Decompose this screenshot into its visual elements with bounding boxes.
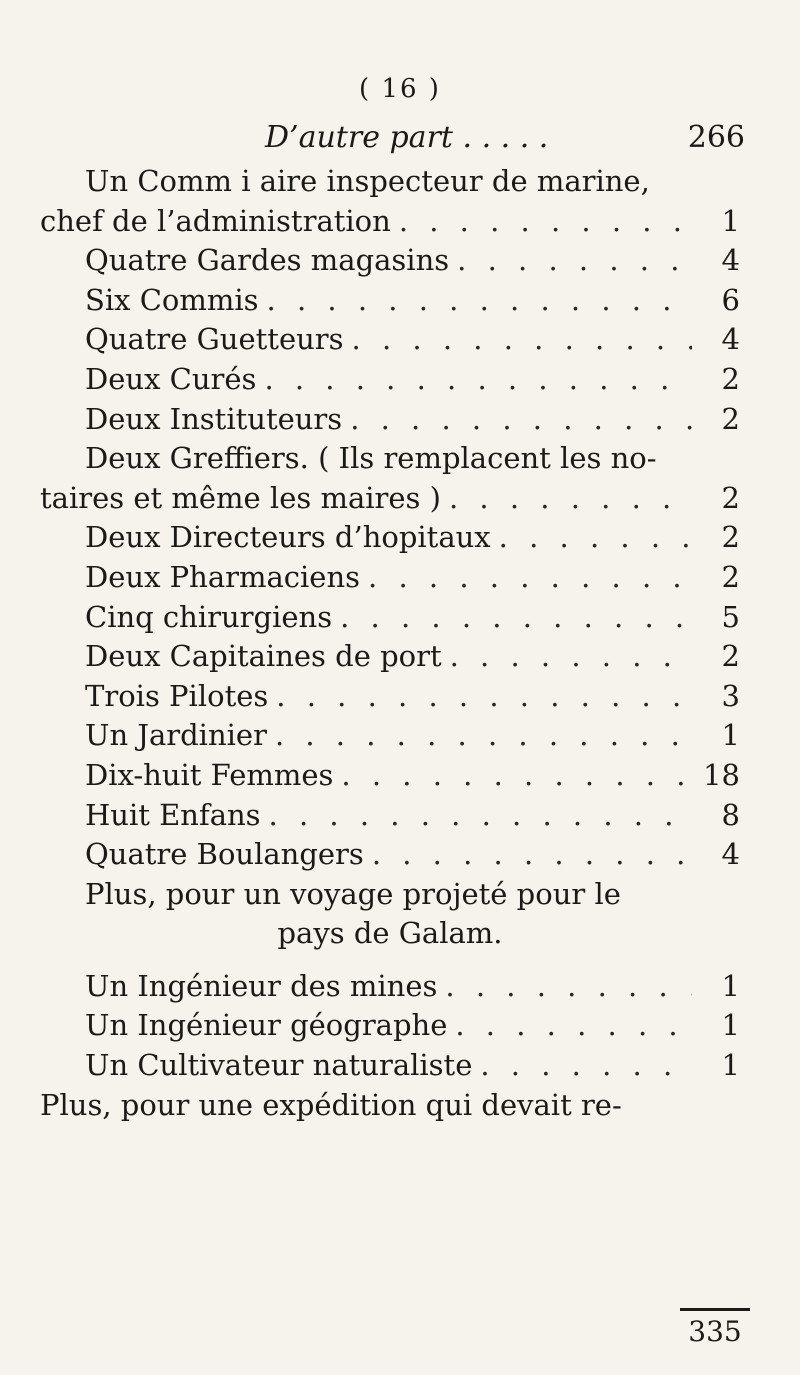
count-value: 1 [721,203,740,238]
list-item: chef de l’administration . . . 1 [40,202,740,242]
count-value: 5 [721,599,740,634]
count-value: 1 [721,968,740,1003]
list-item: Deux Curés . . . 2 [40,360,740,400]
count-value: 1 [721,718,740,753]
carryover-value: 266 [687,120,745,155]
list-item: Un Comm i aire inspecteur de marine, [85,164,650,198]
list-item: taires et même les maires ) . . . 2 [40,479,740,519]
list-item: Deux Capitaines de port . . . 2 [40,637,740,677]
section-note: Plus, pour une expédition qui devait re- [40,1087,622,1122]
list-item: Deux Instituteurs . . . 2 [40,400,740,440]
section-note: Plus, pour un voyage projeté pour le [85,876,621,911]
count-value: 1 [721,1008,740,1043]
list-item: Six Commis . . . 6 [40,281,740,321]
count-value: 2 [721,559,740,594]
count-value: 6 [721,282,740,317]
section-note: pays de Galam. [277,916,503,951]
personnel-list [40,162,740,1125]
list-item: Trois Pilotes . . . 3 [40,677,740,717]
list-item: Un Ingénieur des mines . . . 1 [40,967,740,1007]
list-item: Deux Directeurs d’hopitaux . . . 2 [40,518,740,558]
count-value: 3 [721,678,740,713]
count-value: 2 [721,480,740,515]
list-item: Huit Enfans . . . 8 [40,796,740,836]
list-item: Quatre Boulangers . . . 4 [40,835,740,875]
list-item: Un Cultivateur naturaliste . . . 1 [40,1046,740,1086]
carryover-line [265,120,745,155]
running-total: 335 [680,1308,750,1348]
count-value: 18 [703,757,740,792]
list-item: Deux Pharmaciens . . . 2 [40,558,740,598]
list-item: Dix-huit Femmes . . . 18 [40,756,740,796]
count-value: 4 [721,243,740,278]
page-number: ( 16 ) [359,74,441,104]
list-item: Un Jardinier . . . 1 [40,716,740,756]
count-value: 4 [721,322,740,357]
carryover-label: D’autre part . . . . . [265,120,549,155]
list-item: Deux Greffiers. ( Ils remplacent les no- [85,441,657,476]
count-value: 4 [721,837,740,872]
count-value: 2 [721,520,740,555]
count-value: 2 [721,361,740,396]
list-item: Quatre Guetteurs . . . 4 [40,320,740,360]
count-value: 8 [721,797,740,832]
count-value: 2 [721,401,740,436]
list-item: Cinq chirurgiens . . . 5 [40,598,740,638]
list-item: Quatre Gardes magasins . . . 4 [40,241,740,281]
count-value: 2 [721,639,740,674]
list-item: Un Ingénieur géographe . . . 1 [40,1006,740,1046]
count-value: 1 [721,1048,740,1083]
